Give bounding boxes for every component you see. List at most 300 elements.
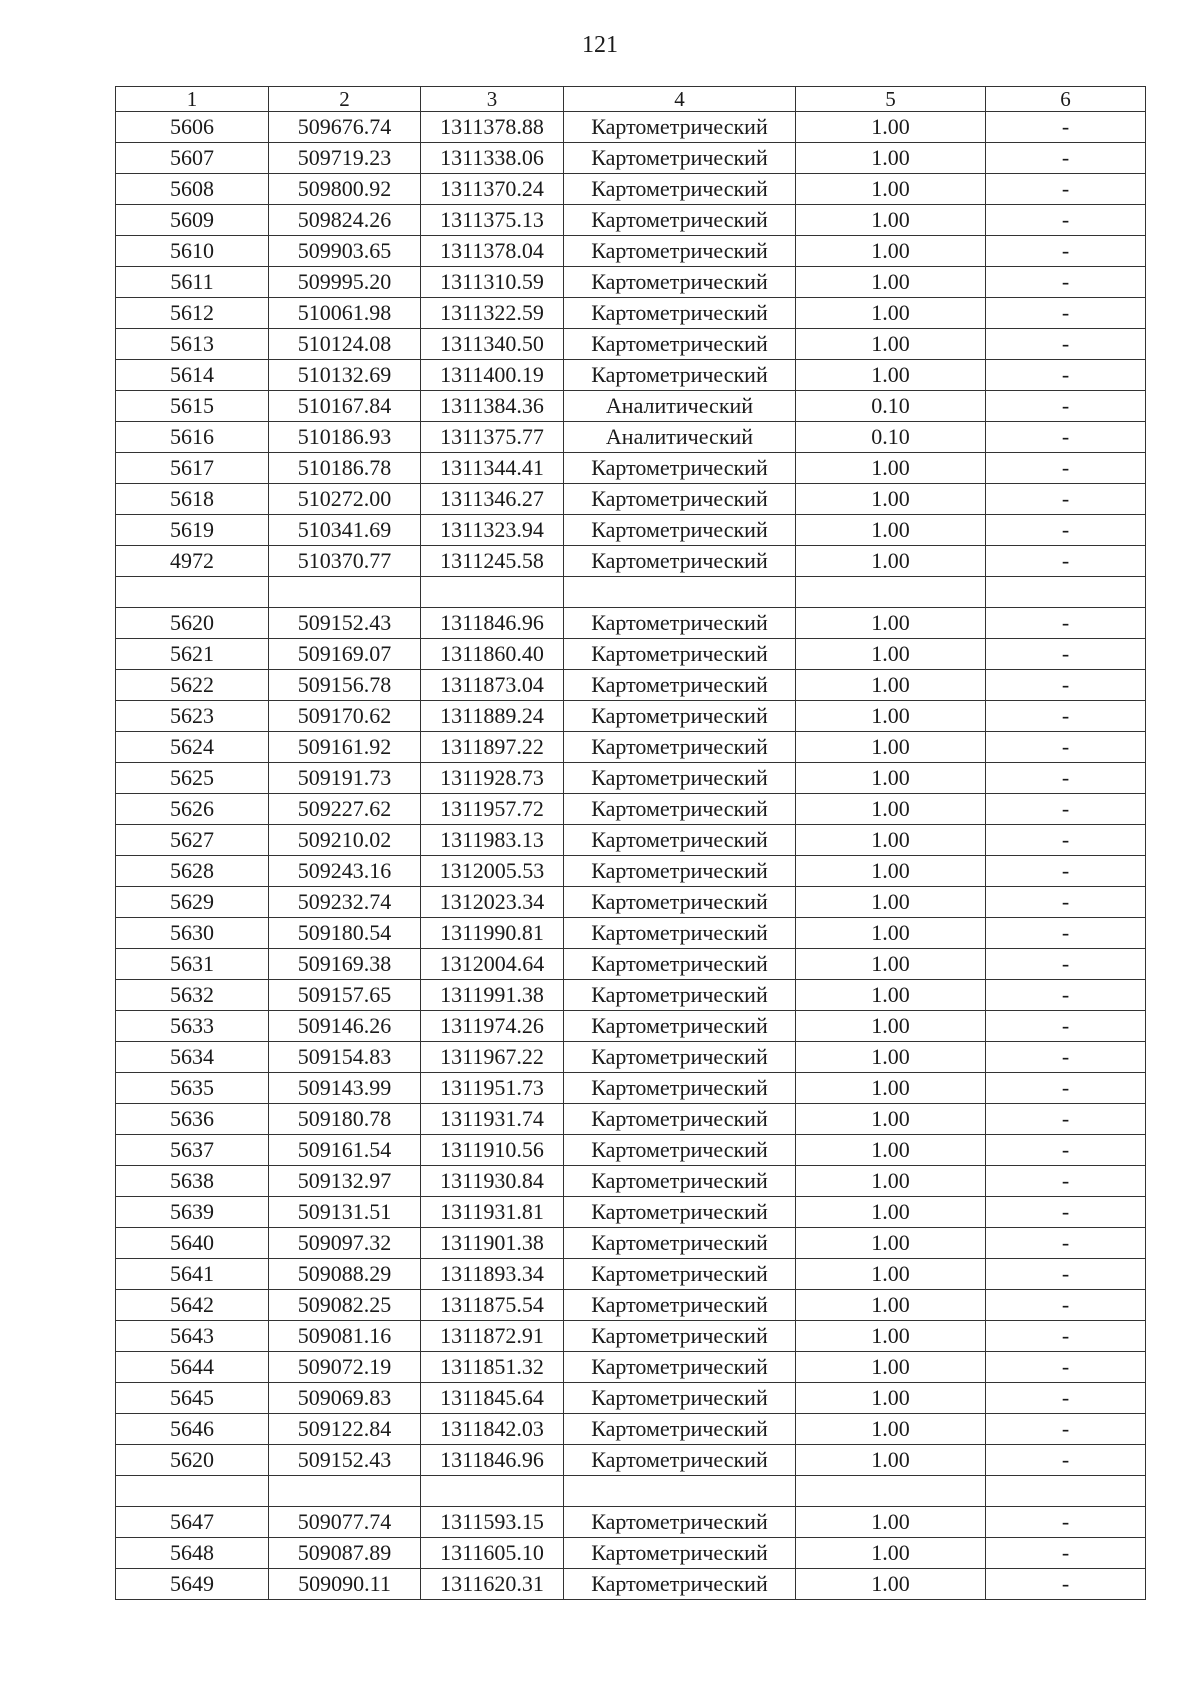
cell-note: - — [986, 887, 1146, 918]
cell-method: Картометрический — [564, 639, 796, 670]
cell-note: - — [986, 1414, 1146, 1445]
cell-note: - — [986, 732, 1146, 763]
cell-accuracy: 1.00 — [796, 949, 986, 980]
cell-x-coordinate: 509156.78 — [269, 670, 421, 701]
cell-accuracy: 1.00 — [796, 298, 986, 329]
cell-x-coordinate: 509824.26 — [269, 205, 421, 236]
cell-x-coordinate: 509152.43 — [269, 1445, 421, 1476]
table-row — [116, 360, 1146, 391]
cell-y-coordinate: 1311245.58 — [421, 546, 564, 577]
cell-accuracy: 1.00 — [796, 1259, 986, 1290]
cell-point-number: 5636 — [116, 1104, 269, 1135]
cell-y-coordinate: 1311344.41 — [421, 453, 564, 484]
cell-accuracy: 0.10 — [796, 422, 986, 453]
cell-x-coordinate: 509191.73 — [269, 763, 421, 794]
table-row — [116, 391, 1146, 422]
table-row — [116, 1042, 1146, 1073]
cell-point-number: 5606 — [116, 112, 269, 143]
cell-y-coordinate: 1311901.38 — [421, 1228, 564, 1259]
cell-method: Картометрический — [564, 515, 796, 546]
cell-point-number: 5649 — [116, 1569, 269, 1600]
cell-x-coordinate: 509146.26 — [269, 1011, 421, 1042]
cell-note: - — [986, 205, 1146, 236]
cell-note: - — [986, 329, 1146, 360]
cell-point-number: 5623 — [116, 701, 269, 732]
cell-accuracy: 1.00 — [796, 639, 986, 670]
cell-method: Картометрический — [564, 1383, 796, 1414]
cell-y-coordinate: 1311842.03 — [421, 1414, 564, 1445]
cell-method: Картометрический — [564, 1352, 796, 1383]
cell-y-coordinate: 1311400.19 — [421, 360, 564, 391]
cell-accuracy: 1.00 — [796, 174, 986, 205]
cell-y-coordinate: 1311931.81 — [421, 1197, 564, 1228]
cell-point-number: 5643 — [116, 1321, 269, 1352]
cell-method: Картометрический — [564, 1135, 796, 1166]
cell-accuracy — [796, 577, 986, 608]
cell-note: - — [986, 980, 1146, 1011]
cell-x-coordinate: 510061.98 — [269, 298, 421, 329]
cell-point-number: 5627 — [116, 825, 269, 856]
cell-accuracy: 1.00 — [796, 484, 986, 515]
cell-y-coordinate: 1312005.53 — [421, 856, 564, 887]
cell-x-coordinate: 510167.84 — [269, 391, 421, 422]
table-row — [116, 1011, 1146, 1042]
cell-x-coordinate: 509161.92 — [269, 732, 421, 763]
cell-x-coordinate: 509243.16 — [269, 856, 421, 887]
cell-x-coordinate: 509087.89 — [269, 1538, 421, 1569]
table-row — [116, 732, 1146, 763]
cell-x-coordinate: 509170.62 — [269, 701, 421, 732]
cell-note: - — [986, 453, 1146, 484]
cell-point-number: 5615 — [116, 391, 269, 422]
cell-method: Картометрический — [564, 360, 796, 391]
cell-method: Картометрический — [564, 1507, 796, 1538]
cell-note: - — [986, 1507, 1146, 1538]
header-cell-6: 6 — [986, 87, 1146, 112]
cell-y-coordinate: 1311910.56 — [421, 1135, 564, 1166]
cell-note: - — [986, 1197, 1146, 1228]
cell-x-coordinate: 509122.84 — [269, 1414, 421, 1445]
cell-point-number: 5611 — [116, 267, 269, 298]
header-cell-2: 2 — [269, 87, 421, 112]
table-row — [116, 484, 1146, 515]
cell-note — [986, 1476, 1146, 1507]
cell-method: Аналитический — [564, 391, 796, 422]
cell-point-number: 5647 — [116, 1507, 269, 1538]
cell-method: Картометрический — [564, 298, 796, 329]
cell-accuracy: 1.00 — [796, 205, 986, 236]
cell-x-coordinate: 510186.93 — [269, 422, 421, 453]
cell-note: - — [986, 1259, 1146, 1290]
cell-point-number: 5625 — [116, 763, 269, 794]
cell-accuracy: 1.00 — [796, 1228, 986, 1259]
cell-accuracy: 1.00 — [796, 1073, 986, 1104]
cell-method: Картометрический — [564, 1445, 796, 1476]
cell-method: Картометрический — [564, 732, 796, 763]
cell-y-coordinate: 1311967.22 — [421, 1042, 564, 1073]
table-row — [116, 1259, 1146, 1290]
cell-method: Картометрический — [564, 267, 796, 298]
cell-point-number: 5607 — [116, 143, 269, 174]
cell-note — [986, 577, 1146, 608]
table-row — [116, 577, 1146, 608]
cell-y-coordinate: 1311378.04 — [421, 236, 564, 267]
cell-x-coordinate: 510341.69 — [269, 515, 421, 546]
cell-point-number: 5616 — [116, 422, 269, 453]
coordinates-table — [115, 86, 1146, 1600]
table-body — [116, 112, 1146, 1600]
cell-x-coordinate: 509210.02 — [269, 825, 421, 856]
cell-accuracy: 1.00 — [796, 825, 986, 856]
cell-y-coordinate: 1311605.10 — [421, 1538, 564, 1569]
cell-accuracy: 1.00 — [796, 887, 986, 918]
table-row — [116, 1352, 1146, 1383]
cell-note: - — [986, 701, 1146, 732]
cell-y-coordinate: 1311951.73 — [421, 1073, 564, 1104]
cell-x-coordinate: 509719.23 — [269, 143, 421, 174]
cell-x-coordinate: 509180.78 — [269, 1104, 421, 1135]
cell-note: - — [986, 1073, 1146, 1104]
cell-accuracy — [796, 1476, 986, 1507]
cell-method: Картометрический — [564, 1011, 796, 1042]
cell-point-number: 5608 — [116, 174, 269, 205]
cell-x-coordinate: 509131.51 — [269, 1197, 421, 1228]
cell-point-number: 5628 — [116, 856, 269, 887]
cell-note: - — [986, 1569, 1146, 1600]
cell-accuracy: 1.00 — [796, 1352, 986, 1383]
cell-accuracy: 1.00 — [796, 608, 986, 639]
table-row — [116, 453, 1146, 484]
cell-note: - — [986, 856, 1146, 887]
cell-accuracy: 1.00 — [796, 1166, 986, 1197]
cell-y-coordinate — [421, 1476, 564, 1507]
cell-accuracy: 1.00 — [796, 515, 986, 546]
cell-x-coordinate: 509676.74 — [269, 112, 421, 143]
table-row — [116, 1073, 1146, 1104]
cell-y-coordinate: 1311851.32 — [421, 1352, 564, 1383]
cell-y-coordinate: 1311889.24 — [421, 701, 564, 732]
cell-y-coordinate: 1312023.34 — [421, 887, 564, 918]
cell-note: - — [986, 1011, 1146, 1042]
table-row — [116, 608, 1146, 639]
cell-method: Аналитический — [564, 422, 796, 453]
cell-method: Картометрический — [564, 484, 796, 515]
cell-note: - — [986, 763, 1146, 794]
cell-method: Картометрический — [564, 1166, 796, 1197]
header-cell-1: 1 — [116, 87, 269, 112]
cell-x-coordinate: 509800.92 — [269, 174, 421, 205]
table-row — [116, 1166, 1146, 1197]
cell-accuracy: 1.00 — [796, 670, 986, 701]
cell-point-number: 5641 — [116, 1259, 269, 1290]
cell-method: Картометрический — [564, 1042, 796, 1073]
cell-note: - — [986, 825, 1146, 856]
cell-x-coordinate: 509082.25 — [269, 1290, 421, 1321]
cell-y-coordinate: 1311928.73 — [421, 763, 564, 794]
table-row — [116, 763, 1146, 794]
cell-x-coordinate: 510124.08 — [269, 329, 421, 360]
cell-method: Картометрический — [564, 887, 796, 918]
cell-x-coordinate: 509154.83 — [269, 1042, 421, 1073]
cell-method: Картометрический — [564, 174, 796, 205]
cell-method: Картометрический — [564, 794, 796, 825]
cell-accuracy: 1.00 — [796, 1414, 986, 1445]
cell-y-coordinate: 1311974.26 — [421, 1011, 564, 1042]
table-row — [116, 856, 1146, 887]
cell-y-coordinate: 1311845.64 — [421, 1383, 564, 1414]
cell-accuracy: 1.00 — [796, 360, 986, 391]
cell-method: Картометрический — [564, 143, 796, 174]
table-row — [116, 112, 1146, 143]
table-row — [116, 887, 1146, 918]
cell-x-coordinate: 509132.97 — [269, 1166, 421, 1197]
cell-point-number: 5630 — [116, 918, 269, 949]
cell-note: - — [986, 1445, 1146, 1476]
cell-note: - — [986, 112, 1146, 143]
table-row — [116, 174, 1146, 205]
cell-y-coordinate: 1312004.64 — [421, 949, 564, 980]
cell-y-coordinate: 1311872.91 — [421, 1321, 564, 1352]
cell-point-number — [116, 577, 269, 608]
cell-accuracy: 1.00 — [796, 236, 986, 267]
cell-x-coordinate: 509081.16 — [269, 1321, 421, 1352]
cell-method: Картометрический — [564, 546, 796, 577]
cell-accuracy: 1.00 — [796, 112, 986, 143]
cell-point-number: 4972 — [116, 546, 269, 577]
cell-point-number: 5619 — [116, 515, 269, 546]
cell-point-number: 5618 — [116, 484, 269, 515]
cell-point-number: 5633 — [116, 1011, 269, 1042]
table-row — [116, 298, 1146, 329]
cell-y-coordinate: 1311338.06 — [421, 143, 564, 174]
cell-point-number: 5631 — [116, 949, 269, 980]
table-row — [116, 794, 1146, 825]
cell-point-number: 5629 — [116, 887, 269, 918]
cell-accuracy: 1.00 — [796, 1321, 986, 1352]
cell-note: - — [986, 391, 1146, 422]
cell-accuracy: 1.00 — [796, 732, 986, 763]
cell-method: Картометрический — [564, 1197, 796, 1228]
cell-y-coordinate: 1311310.59 — [421, 267, 564, 298]
cell-y-coordinate: 1311930.84 — [421, 1166, 564, 1197]
table-row — [116, 980, 1146, 1011]
cell-note: - — [986, 360, 1146, 391]
cell-note: - — [986, 1321, 1146, 1352]
cell-x-coordinate: 509077.74 — [269, 1507, 421, 1538]
cell-note: - — [986, 236, 1146, 267]
cell-method: Картометрический — [564, 1228, 796, 1259]
cell-method: Картометрический — [564, 856, 796, 887]
table-row — [116, 670, 1146, 701]
cell-x-coordinate: 509090.11 — [269, 1569, 421, 1600]
cell-y-coordinate: 1311375.77 — [421, 422, 564, 453]
cell-point-number: 5612 — [116, 298, 269, 329]
cell-method: Картометрический — [564, 112, 796, 143]
table-row — [116, 918, 1146, 949]
cell-y-coordinate: 1311323.94 — [421, 515, 564, 546]
cell-point-number: 5632 — [116, 980, 269, 1011]
cell-y-coordinate: 1311378.88 — [421, 112, 564, 143]
cell-x-coordinate: 509088.29 — [269, 1259, 421, 1290]
cell-y-coordinate: 1311983.13 — [421, 825, 564, 856]
header-cell-3: 3 — [421, 87, 564, 112]
cell-x-coordinate — [269, 577, 421, 608]
cell-note: - — [986, 422, 1146, 453]
cell-method: Картометрический — [564, 205, 796, 236]
cell-point-number: 5639 — [116, 1197, 269, 1228]
cell-point-number: 5620 — [116, 608, 269, 639]
cell-point-number: 5617 — [116, 453, 269, 484]
cell-accuracy: 1.00 — [796, 1538, 986, 1569]
cell-point-number: 5645 — [116, 1383, 269, 1414]
cell-point-number: 5620 — [116, 1445, 269, 1476]
cell-method: Картометрический — [564, 949, 796, 980]
cell-accuracy: 1.00 — [796, 1507, 986, 1538]
cell-point-number: 5648 — [116, 1538, 269, 1569]
cell-accuracy: 1.00 — [796, 794, 986, 825]
cell-method: Картометрический — [564, 608, 796, 639]
cell-accuracy: 1.00 — [796, 453, 986, 484]
table-row — [116, 205, 1146, 236]
cell-y-coordinate: 1311846.96 — [421, 1445, 564, 1476]
table-row — [116, 1104, 1146, 1135]
cell-method: Картометрический — [564, 1290, 796, 1321]
cell-point-number: 5644 — [116, 1352, 269, 1383]
cell-accuracy: 1.00 — [796, 546, 986, 577]
cell-y-coordinate: 1311620.31 — [421, 1569, 564, 1600]
cell-accuracy: 1.00 — [796, 143, 986, 174]
cell-accuracy: 1.00 — [796, 980, 986, 1011]
cell-point-number: 5635 — [116, 1073, 269, 1104]
cell-method: Картометрический — [564, 329, 796, 360]
cell-x-coordinate: 510272.00 — [269, 484, 421, 515]
cell-y-coordinate: 1311370.24 — [421, 174, 564, 205]
cell-note: - — [986, 1228, 1146, 1259]
cell-method: Картометрический — [564, 763, 796, 794]
cell-y-coordinate: 1311893.34 — [421, 1259, 564, 1290]
cell-x-coordinate: 509903.65 — [269, 236, 421, 267]
cell-point-number: 5621 — [116, 639, 269, 670]
cell-x-coordinate: 510186.78 — [269, 453, 421, 484]
table-row — [116, 1321, 1146, 1352]
cell-x-coordinate: 510370.77 — [269, 546, 421, 577]
table-row — [116, 143, 1146, 174]
cell-x-coordinate: 509157.65 — [269, 980, 421, 1011]
cell-y-coordinate: 1311990.81 — [421, 918, 564, 949]
cell-note: - — [986, 267, 1146, 298]
table-row — [116, 1197, 1146, 1228]
cell-note: - — [986, 515, 1146, 546]
table-row — [116, 639, 1146, 670]
cell-accuracy: 0.10 — [796, 391, 986, 422]
cell-x-coordinate: 509097.32 — [269, 1228, 421, 1259]
cell-y-coordinate: 1311384.36 — [421, 391, 564, 422]
cell-note: - — [986, 1104, 1146, 1135]
cell-note: - — [986, 484, 1146, 515]
cell-method: Картометрический — [564, 980, 796, 1011]
header-cell-4: 4 — [564, 87, 796, 112]
cell-y-coordinate: 1311897.22 — [421, 732, 564, 763]
cell-accuracy: 1.00 — [796, 1569, 986, 1600]
table-row — [116, 701, 1146, 732]
cell-note: - — [986, 1135, 1146, 1166]
cell-y-coordinate: 1311931.74 — [421, 1104, 564, 1135]
cell-accuracy: 1.00 — [796, 763, 986, 794]
cell-x-coordinate: 509161.54 — [269, 1135, 421, 1166]
cell-point-number: 5640 — [116, 1228, 269, 1259]
cell-note: - — [986, 143, 1146, 174]
cell-note: - — [986, 608, 1146, 639]
cell-note: - — [986, 1290, 1146, 1321]
table-header — [116, 87, 1146, 112]
table-row — [116, 1507, 1146, 1538]
cell-method: Картометрический — [564, 453, 796, 484]
cell-point-number: 5634 — [116, 1042, 269, 1073]
cell-y-coordinate: 1311991.38 — [421, 980, 564, 1011]
cell-point-number: 5613 — [116, 329, 269, 360]
cell-accuracy: 1.00 — [796, 1445, 986, 1476]
cell-note: - — [986, 949, 1146, 980]
cell-accuracy: 1.00 — [796, 329, 986, 360]
table-row — [116, 1538, 1146, 1569]
cell-accuracy: 1.00 — [796, 267, 986, 298]
table-row — [116, 515, 1146, 546]
cell-accuracy: 1.00 — [796, 856, 986, 887]
cell-x-coordinate: 509180.54 — [269, 918, 421, 949]
cell-point-number: 5626 — [116, 794, 269, 825]
cell-x-coordinate: 509169.07 — [269, 639, 421, 670]
cell-accuracy: 1.00 — [796, 1290, 986, 1321]
cell-point-number: 5610 — [116, 236, 269, 267]
cell-x-coordinate: 509069.83 — [269, 1383, 421, 1414]
cell-note: - — [986, 794, 1146, 825]
cell-note: - — [986, 1042, 1146, 1073]
cell-method: Картометрический — [564, 918, 796, 949]
table-row — [116, 1414, 1146, 1445]
cell-method — [564, 1476, 796, 1507]
cell-point-number: 5638 — [116, 1166, 269, 1197]
cell-y-coordinate: 1311873.04 — [421, 670, 564, 701]
table-row — [116, 1476, 1146, 1507]
cell-y-coordinate: 1311322.59 — [421, 298, 564, 329]
cell-accuracy: 1.00 — [796, 1135, 986, 1166]
cell-method: Картометрический — [564, 1569, 796, 1600]
cell-accuracy: 1.00 — [796, 918, 986, 949]
cell-x-coordinate: 509169.38 — [269, 949, 421, 980]
cell-x-coordinate: 509232.74 — [269, 887, 421, 918]
cell-point-number: 5624 — [116, 732, 269, 763]
cell-point-number: 5609 — [116, 205, 269, 236]
table-row — [116, 1228, 1146, 1259]
table-row — [116, 949, 1146, 980]
cell-note: - — [986, 639, 1146, 670]
page-number: 121 — [582, 32, 618, 58]
cell-y-coordinate: 1311375.13 — [421, 205, 564, 236]
cell-y-coordinate: 1311875.54 — [421, 1290, 564, 1321]
table-row — [116, 329, 1146, 360]
table-row — [116, 236, 1146, 267]
cell-x-coordinate: 510132.69 — [269, 360, 421, 391]
cell-x-coordinate: 509072.19 — [269, 1352, 421, 1383]
cell-method: Картометрический — [564, 825, 796, 856]
cell-note: - — [986, 1383, 1146, 1414]
cell-note: - — [986, 174, 1146, 205]
cell-note: - — [986, 918, 1146, 949]
cell-method: Картометрический — [564, 1259, 796, 1290]
cell-method: Картометрический — [564, 701, 796, 732]
cell-x-coordinate: 509995.20 — [269, 267, 421, 298]
cell-y-coordinate: 1311340.50 — [421, 329, 564, 360]
